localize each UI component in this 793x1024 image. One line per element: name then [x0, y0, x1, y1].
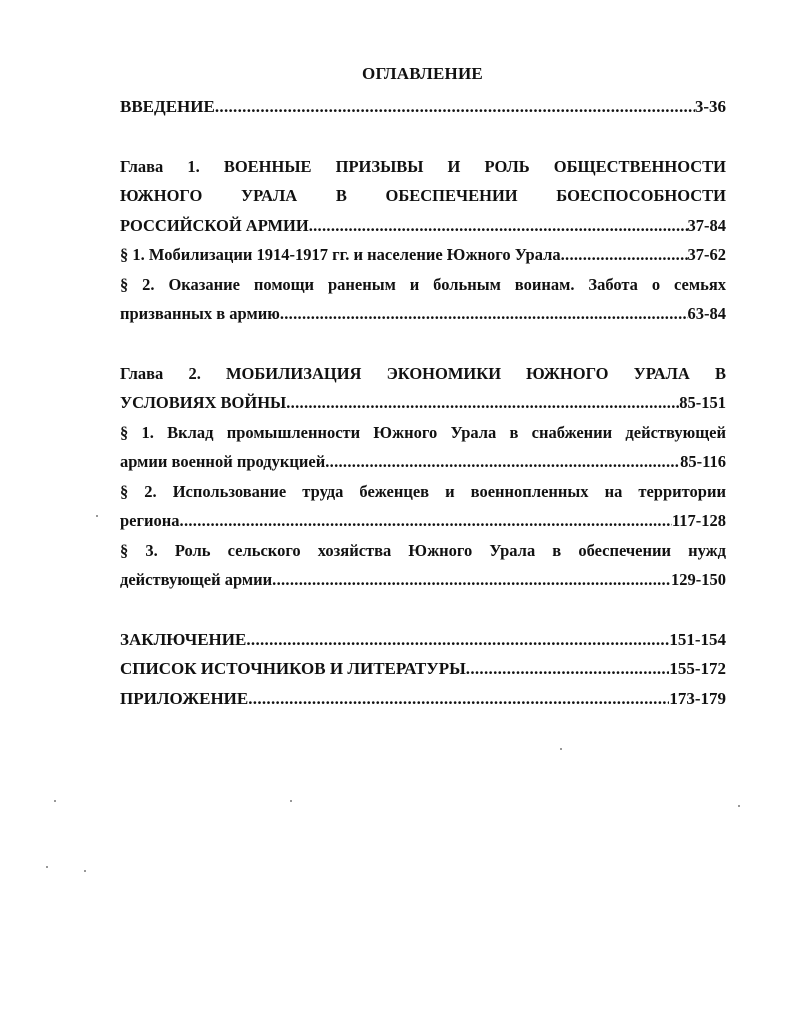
scan-speck: [84, 870, 86, 872]
dot-leader: [561, 240, 688, 270]
toc-entry-pages: 37-62: [687, 245, 726, 264]
toc-entry-label: СПИСОК ИСТОЧНИКОВ И ЛИТЕРАТУРЫ: [120, 659, 466, 678]
toc-chapter1-line1: Глава 1. ВОЕННЫЕ ПРИЗЫВЫ И РОЛЬ ОБЩЕСТВЕННОСТИ: [120, 156, 726, 176]
toc-chapter1-line3: [120, 211, 726, 241]
toc-ch2-s3-line1: § 3. Роль сельского хозяйства Южного Урала в обеспечении нужд: [120, 540, 726, 560]
scan-speck: [738, 805, 740, 807]
toc-entry-label: ЗАКЛЮЧЕНИЕ: [120, 629, 247, 649]
dot-leader: [246, 625, 669, 655]
dot-leader: [272, 565, 671, 595]
toc-entry-sources: [120, 654, 726, 684]
toc-entry-pages: 155-172: [669, 659, 726, 678]
toc-entry-label: РОССИЙСКОЙ АРМИИ: [120, 215, 309, 235]
toc-chapter2-line2: [120, 388, 726, 418]
toc-ch2-s1-line1: § 1. Вклад промышленности Южного Урала в снабжении действующей: [120, 422, 726, 442]
dot-leader: [180, 506, 672, 536]
toc-entry-pages: 173-179: [669, 688, 726, 708]
toc-ch2-s3-line2: [120, 565, 726, 595]
dot-leader: [309, 211, 688, 241]
toc-entry-intro: [120, 92, 726, 122]
scan-speck: [96, 515, 98, 517]
toc-entry-pages: 37-84: [687, 215, 726, 235]
toc-entry-pages: 63-84: [687, 304, 726, 323]
dot-leader: [215, 92, 695, 122]
page-title: ОГЛАВЛЕНИЕ: [362, 64, 483, 83]
toc-entry-label: региона: [120, 511, 180, 530]
dot-leader: [248, 684, 669, 714]
toc-entry-label: армии военной продукцией: [120, 452, 326, 471]
toc-entry-label: ВВЕДЕНИЕ: [120, 97, 215, 116]
toc-entry-pages: 85-116: [680, 452, 726, 471]
toc-entry-pages: 151-154: [669, 629, 726, 649]
toc-entry-label: § 1. Мобилизации 1914-1917 гг. и население Южного Урала: [120, 245, 561, 264]
toc-entry-label: УСЛОВИЯХ ВОЙНЫ: [120, 393, 287, 412]
toc-ch2-s2-line1: § 2. Использование труда беженцев и военнопленных на территории: [120, 481, 726, 501]
dot-leader: [280, 299, 688, 329]
dot-leader: [466, 654, 670, 684]
toc-entry-pages: 129-150: [671, 570, 726, 589]
toc-chapter2-line1: Глава 2. МОБИЛИЗАЦИЯ ЭКОНОМИКИ ЮЖНОГО УРАЛА В: [120, 363, 726, 383]
toc-entry-label: призванных в армию: [120, 304, 280, 323]
toc-entry-label: действующей армии: [120, 570, 273, 589]
toc-ch2-s2-line2: [120, 506, 726, 536]
toc-ch1-s2-line2: [120, 299, 726, 329]
toc-entry-label: ПРИЛОЖЕНИЕ: [120, 688, 249, 708]
table-of-contents: [120, 92, 726, 713]
toc-entry-appendix: [120, 684, 726, 714]
scan-speck: [290, 800, 292, 802]
toc-ch1-s2-line1: § 2. Оказание помощи раненым и больным воинам. Забота о семьях: [120, 274, 726, 294]
toc-entry-pages: 3-36: [694, 97, 726, 116]
dot-leader: [286, 388, 679, 418]
toc-entry-ch1-s1: [120, 240, 726, 270]
toc-entry-pages: 85-151: [679, 393, 726, 412]
toc-ch2-s1-line2: [120, 447, 726, 477]
toc-entry-conclusion: [120, 625, 726, 655]
scan-speck: [46, 866, 48, 868]
dot-leader: [325, 447, 680, 477]
toc-chapter1-line2: ЮЖНОГО УРАЛА В ОБЕСПЕЧЕНИИ БОЕСПОСОБНОСТИ: [120, 186, 726, 205]
toc-entry-pages: 117-128: [671, 511, 726, 530]
scan-speck: [54, 800, 56, 802]
scan-speck: [560, 748, 562, 750]
